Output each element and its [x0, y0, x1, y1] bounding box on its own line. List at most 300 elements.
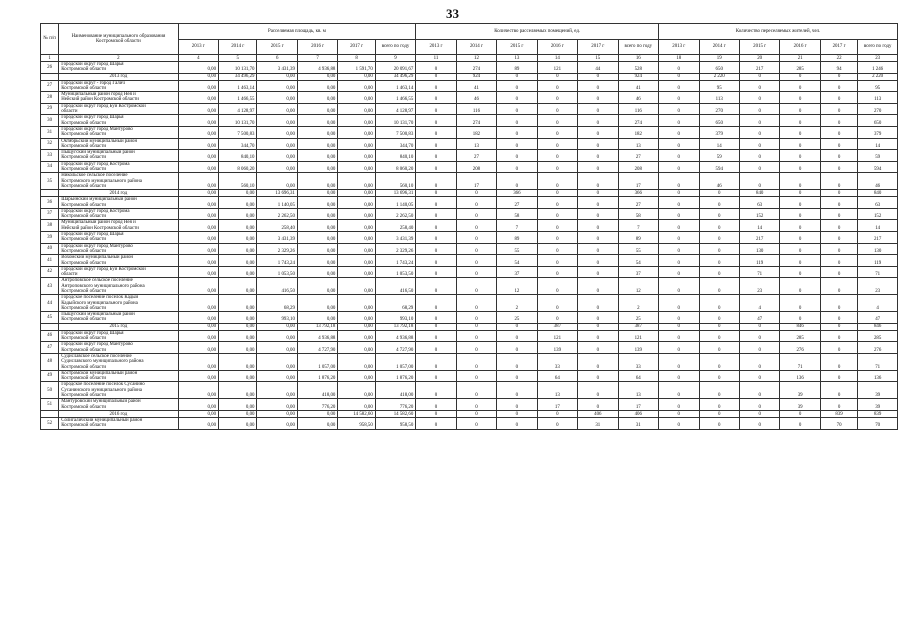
people-cell: 285 [780, 330, 820, 342]
year-header-area: 2015 г [257, 40, 297, 55]
people-cell: 270 [858, 103, 898, 115]
people-cell: 379 [858, 126, 898, 138]
rooms-cell: 0 [497, 330, 537, 342]
municipality-name-line: Костромской области [61, 67, 106, 73]
area-cell: 0,00 [178, 92, 218, 104]
rooms-cell: 17 [537, 399, 577, 411]
rooms-cell: 0 [456, 278, 496, 295]
municipality-name-line: Никольское сельское поселение [61, 173, 128, 179]
rooms-cell: 0 [416, 312, 456, 324]
column-number: 16 [618, 55, 659, 62]
rooms-cell: 0 [416, 73, 456, 80]
rooms-cell: 0 [578, 232, 618, 244]
row-number: 32 [41, 138, 59, 150]
table-row [41, 370, 898, 382]
municipality-name [59, 342, 178, 354]
people-cell: 113 [699, 92, 739, 104]
rooms-cell: 0 [456, 323, 496, 330]
people-cell: 0 [820, 92, 857, 104]
rooms-cell: 0 [456, 197, 496, 209]
area-cell: 0,00 [297, 208, 337, 220]
column-number: 5 [219, 55, 257, 62]
rooms-cell: 17 [618, 173, 659, 190]
rooms-cell: 0 [497, 410, 537, 417]
municipality-name-line: Пыщугский муниципальный район [61, 150, 135, 156]
area-cell: 560,10 [375, 173, 415, 190]
people-cell: 0 [820, 161, 857, 173]
municipality-name [59, 353, 178, 370]
area-cell: 0,00 [178, 73, 218, 80]
rooms-cell: 0 [456, 295, 496, 312]
rooms-cell: 0 [416, 161, 456, 173]
people-cell: 130 [739, 243, 779, 255]
area-cell: 4 936,88 [297, 62, 337, 74]
rooms-cell: 924 [618, 73, 659, 80]
row-number: 26 [41, 62, 59, 74]
year-subtotal-row [41, 73, 898, 80]
rooms-cell: 0 [416, 103, 456, 115]
rooms-cell: 0 [537, 173, 577, 190]
rooms-cell: 0 [537, 197, 577, 209]
rooms-cell: 0 [456, 190, 496, 197]
area-cell: 0,00 [338, 150, 375, 162]
people-cell: 39 [780, 399, 820, 411]
people-cell: 0 [820, 370, 857, 382]
people-cell: 846 [858, 323, 898, 330]
area-cell: 14 582,60 [338, 410, 375, 417]
rooms-cell: 0 [578, 323, 618, 330]
municipality-name-line: Кадыйского муниципального района [61, 300, 138, 306]
people-cell: 0 [739, 161, 779, 173]
rooms-cell: 366 [618, 190, 659, 197]
people-cell: 276 [780, 342, 820, 354]
rooms-cell: 528 [618, 62, 659, 74]
people-cell: 0 [820, 138, 857, 150]
rooms-cell: 208 [456, 161, 496, 173]
area-cell: 1 057,00 [375, 353, 415, 370]
people-cell: 839 [820, 410, 857, 417]
municipality-name-line: Костромской области [61, 120, 106, 126]
rooms-cell: 0 [456, 220, 496, 232]
rooms-cell: 46 [618, 92, 659, 104]
people-cell: 136 [780, 370, 820, 382]
year-header-people: 2016 г [780, 40, 820, 55]
area-cell: 416,50 [257, 278, 297, 295]
row-number [41, 323, 59, 330]
row-number: 48 [41, 353, 59, 370]
area-cell: 0,00 [219, 330, 257, 342]
year-header-rooms: всего по году [618, 40, 659, 55]
area-cell: 0,00 [297, 278, 337, 295]
people-cell: 0 [659, 399, 699, 411]
people-cell: 0 [699, 417, 739, 429]
people-cell: 0 [780, 190, 820, 197]
rooms-cell: 33 [618, 353, 659, 370]
area-cell: 0,00 [219, 323, 257, 330]
table-row [41, 312, 898, 324]
people-cell: 0 [780, 161, 820, 173]
area-cell: 3 431,39 [257, 62, 297, 74]
area-cell: 3 431,39 [375, 232, 415, 244]
municipality-name [59, 295, 178, 312]
area-cell: 0,00 [338, 323, 375, 330]
table-row [41, 243, 898, 255]
people-cell: 63 [739, 197, 779, 209]
area-cell: 0,00 [178, 255, 218, 267]
people-cell: 119 [858, 255, 898, 267]
area-cell: 0,00 [297, 190, 337, 197]
rooms-cell: 0 [456, 243, 496, 255]
column-number: 12 [456, 55, 496, 62]
rooms-cell: 41 [456, 80, 496, 92]
municipality-name-line: Городской округ город Шарья [61, 330, 124, 336]
people-cell: 0 [820, 73, 857, 80]
people-cell: 0 [780, 103, 820, 115]
column-number: 23 [858, 55, 898, 62]
rooms-cell: 13 [537, 382, 577, 399]
area-cell: 0,00 [297, 92, 337, 104]
municipality-name [59, 255, 178, 267]
municipality-name-line: Городской округ город Шарья [61, 62, 124, 67]
area-cell: 418,00 [375, 382, 415, 399]
people-cell: 63 [858, 197, 898, 209]
people-cell: 0 [780, 197, 820, 209]
municipality-name-line: Костромской области [61, 167, 106, 173]
area-cell: 1 053,50 [257, 266, 297, 278]
area-cell: 4 936,88 [375, 330, 415, 342]
resettlement-table-wrapper [40, 23, 898, 430]
rooms-cell: 0 [456, 370, 496, 382]
people-cell: 23 [858, 278, 898, 295]
municipality-name-line: области [61, 109, 78, 115]
area-cell: 0,00 [257, 410, 297, 417]
people-cell: 285 [780, 62, 820, 74]
municipality-name [59, 161, 178, 173]
area-cell: 0,00 [219, 220, 257, 232]
area-cell: 0,00 [297, 417, 337, 429]
table-row [41, 278, 898, 295]
year-subtotal-row [41, 323, 898, 330]
rooms-cell: 25 [497, 312, 537, 324]
municipality-name-line: Городской округ город Кострома [61, 208, 130, 214]
area-cell: 0,00 [257, 342, 297, 354]
row-number [41, 73, 59, 80]
people-cell: 0 [780, 92, 820, 104]
table-row [41, 208, 898, 220]
area-cell: 0,00 [297, 312, 337, 324]
municipality-name [59, 92, 178, 104]
people-cell: 71 [739, 266, 779, 278]
municipality-name-line: Городской округ город Шарья [61, 232, 124, 238]
rooms-cell: 31 [578, 417, 618, 429]
year-header-rooms: 2016 г [537, 40, 577, 55]
people-cell: 0 [820, 190, 857, 197]
area-cell: 0,00 [338, 255, 375, 267]
rooms-cell: 0 [578, 353, 618, 370]
people-cell: 0 [820, 232, 857, 244]
municipality-name [59, 126, 178, 138]
people-cell: 0 [699, 370, 739, 382]
people-cell: 0 [659, 353, 699, 370]
rooms-cell: 0 [497, 323, 537, 330]
municipality-name-line: Костромской области [61, 248, 106, 254]
people-cell: 4 [858, 295, 898, 312]
rooms-cell: 46 [456, 92, 496, 104]
rooms-cell: 0 [537, 278, 577, 295]
row-number: 28 [41, 92, 59, 104]
people-cell: 0 [659, 278, 699, 295]
rooms-cell: 406 [578, 410, 618, 417]
area-cell: 0,00 [338, 353, 375, 370]
area-cell: 0,00 [178, 80, 218, 92]
row-number [41, 410, 59, 417]
area-cell: 1 057,00 [297, 353, 337, 370]
people-cell: 71 [858, 266, 898, 278]
municipality-name-line: Костромского муниципального района [61, 178, 142, 184]
rooms-cell: 0 [537, 138, 577, 150]
municipality-name-line: Нейский район Костромской области [61, 97, 139, 103]
area-cell: 0,00 [297, 103, 337, 115]
municipality-name-line: Городской округ город Буй Костромской [61, 266, 146, 272]
municipality-name [59, 243, 178, 255]
area-cell: 1 591,70 [338, 62, 375, 74]
row-number: 43 [41, 278, 59, 295]
municipality-name-line: Костромской муниципальный район [61, 370, 138, 376]
people-cell: 0 [699, 399, 739, 411]
area-cell: 0,00 [338, 126, 375, 138]
area-cell: 0,00 [257, 126, 297, 138]
municipality-name-line: Костромской области [61, 85, 106, 91]
area-cell: 10 131,70 [219, 62, 257, 74]
people-cell: 217 [858, 232, 898, 244]
people-cell: 650 [699, 62, 739, 74]
area-cell: 1 140,05 [375, 197, 415, 209]
people-cell: 0 [780, 73, 820, 80]
rooms-cell: 0 [578, 73, 618, 80]
people-cell: 840 [739, 190, 779, 197]
rooms-cell: 0 [578, 255, 618, 267]
year-label: 2016 год [59, 410, 178, 417]
municipality-name [59, 138, 178, 150]
area-cell: 0,00 [219, 295, 257, 312]
municipality-name-line: Костромской области [61, 347, 106, 353]
rooms-cell: 0 [578, 370, 618, 382]
rooms-cell: 0 [537, 103, 577, 115]
area-cell: 0,00 [257, 115, 297, 127]
year-header-area: 2016 г [297, 40, 337, 55]
row-number: 34 [41, 161, 59, 173]
rooms-cell: 182 [456, 126, 496, 138]
row-number: 41 [41, 255, 59, 267]
rooms-cell: 0 [416, 232, 456, 244]
people-cell: 0 [659, 138, 699, 150]
area-cell: 0,00 [178, 417, 218, 429]
people-cell: 59 [858, 150, 898, 162]
row-number: 35 [41, 173, 59, 190]
area-cell: 0,00 [338, 220, 375, 232]
area-cell: 0,00 [178, 150, 218, 162]
year-label: 2013 год [59, 73, 178, 80]
people-cell: 0 [739, 399, 779, 411]
people-cell: 0 [659, 173, 699, 190]
rooms-cell: 116 [456, 103, 496, 115]
area-cell: 0,00 [338, 232, 375, 244]
municipality-name-line: Костромской области [61, 155, 106, 161]
rooms-cell: 0 [537, 266, 577, 278]
rooms-cell: 0 [537, 410, 577, 417]
table-row [41, 197, 898, 209]
year-header-rooms: 2014 г [456, 40, 496, 55]
people-cell: 0 [659, 197, 699, 209]
municipality-name-line: области [61, 272, 78, 278]
people-cell: 0 [659, 342, 699, 354]
rooms-cell: 0 [578, 92, 618, 104]
people-cell: 23 [739, 278, 779, 295]
rooms-cell: 139 [618, 342, 659, 354]
area-cell: 0,00 [338, 138, 375, 150]
rooms-cell: 0 [416, 255, 456, 267]
municipality-name-line: Солигаличский муниципальный район [61, 417, 143, 423]
people-cell: 0 [659, 382, 699, 399]
row-number: 52 [41, 417, 59, 429]
people-cell: 0 [820, 255, 857, 267]
rooms-cell: 0 [416, 243, 456, 255]
rooms-cell: 0 [497, 173, 537, 190]
area-cell: 4 128,97 [219, 103, 257, 115]
rooms-cell: 0 [537, 243, 577, 255]
column-number: 7 [297, 55, 337, 62]
people-cell: 839 [858, 410, 898, 417]
people-cell: 0 [780, 243, 820, 255]
people-cell: 0 [659, 73, 699, 80]
people-cell: 0 [739, 330, 779, 342]
people-cell: 0 [820, 399, 857, 411]
rooms-cell: 0 [416, 278, 456, 295]
area-cell: 0,00 [257, 138, 297, 150]
area-cell: 0,00 [338, 92, 375, 104]
people-cell: 0 [820, 150, 857, 162]
row-number: 30 [41, 115, 59, 127]
area-cell: 0,00 [297, 266, 337, 278]
year-header-people: всего по году [858, 40, 898, 55]
rooms-cell: 64 [537, 370, 577, 382]
rooms-cell: 0 [416, 190, 456, 197]
table-row [41, 255, 898, 267]
people-cell: 379 [699, 126, 739, 138]
rooms-cell: 208 [618, 161, 659, 173]
people-cell: 0 [780, 220, 820, 232]
area-cell: 0,00 [338, 80, 375, 92]
column-number: 4 [178, 55, 218, 62]
rooms-cell: 0 [416, 208, 456, 220]
rooms-cell: 25 [618, 312, 659, 324]
area-cell: 0,00 [178, 342, 218, 354]
rooms-cell: 139 [537, 342, 577, 354]
municipality-name [59, 370, 178, 382]
people-cell: 0 [739, 115, 779, 127]
municipality-name-line: Костромской области [61, 288, 106, 294]
municipality-name [59, 382, 178, 399]
rooms-cell: 0 [497, 342, 537, 354]
area-cell: 0,00 [178, 197, 218, 209]
people-cell: 0 [820, 80, 857, 92]
people-cell: 270 [699, 103, 739, 115]
people-cell: 2 220 [858, 73, 898, 80]
year-header-people: 2017 г [820, 40, 857, 55]
people-cell: 217 [739, 62, 779, 74]
rooms-cell: 274 [618, 115, 659, 127]
header-name: Наименование муниципального образования Костромской области [59, 24, 178, 55]
year-header-people: 2014 г [699, 40, 739, 55]
municipality-name [59, 80, 178, 92]
area-cell: 0,00 [178, 126, 218, 138]
column-number: 15 [578, 55, 618, 62]
people-cell: 0 [739, 80, 779, 92]
municipality-name-line: Мантуровский муниципальный район [61, 399, 141, 405]
people-cell: 0 [699, 312, 739, 324]
rooms-cell: 0 [416, 115, 456, 127]
rooms-cell: 12 [497, 278, 537, 295]
people-cell: 0 [659, 243, 699, 255]
area-cell: 0,00 [257, 80, 297, 92]
rooms-cell: 0 [578, 266, 618, 278]
resettlement-table [40, 23, 898, 430]
area-cell: 0,00 [338, 342, 375, 354]
rooms-cell: 13 [618, 138, 659, 150]
people-cell: 0 [659, 255, 699, 267]
year-label: 2015 год [59, 323, 178, 330]
rooms-cell: 44 [578, 62, 618, 74]
people-cell: 0 [699, 243, 739, 255]
table-row [41, 342, 898, 354]
area-cell: 0,00 [297, 150, 337, 162]
rooms-cell: 0 [416, 370, 456, 382]
people-cell: 0 [780, 266, 820, 278]
people-cell: 0 [739, 126, 779, 138]
people-cell: 0 [699, 382, 739, 399]
area-cell: 7 500,83 [219, 126, 257, 138]
area-cell: 0,00 [297, 232, 337, 244]
rooms-cell: 0 [578, 330, 618, 342]
area-cell: 3 431,39 [257, 232, 297, 244]
column-number: 8 [338, 55, 375, 62]
year-header-rooms: 2013 г [416, 40, 456, 55]
municipality-name-line: Нейский район Костромской области [61, 225, 139, 231]
rooms-cell: 0 [537, 150, 577, 162]
people-cell: 39 [780, 382, 820, 399]
rooms-cell: 274 [456, 115, 496, 127]
rooms-cell: 58 [497, 208, 537, 220]
row-number: 44 [41, 295, 59, 312]
people-cell: 0 [780, 417, 820, 429]
area-cell: 0,00 [338, 190, 375, 197]
rooms-cell: 0 [416, 399, 456, 411]
municipality-name-line: Судиславского муниципального района [61, 359, 144, 365]
people-cell: 130 [858, 243, 898, 255]
rooms-cell: 64 [618, 370, 659, 382]
people-cell: 119 [739, 255, 779, 267]
area-cell: 1 466,55 [219, 92, 257, 104]
rooms-cell: 0 [497, 115, 537, 127]
row-number: 33 [41, 150, 59, 162]
area-cell: 1 463,14 [219, 80, 257, 92]
table-row [41, 399, 898, 411]
municipality-name-line: Городской округ - город Галич [61, 80, 125, 86]
people-cell: 0 [739, 103, 779, 115]
people-cell: 0 [699, 410, 739, 417]
area-cell: 0,00 [338, 370, 375, 382]
header-row-groups [41, 24, 898, 40]
